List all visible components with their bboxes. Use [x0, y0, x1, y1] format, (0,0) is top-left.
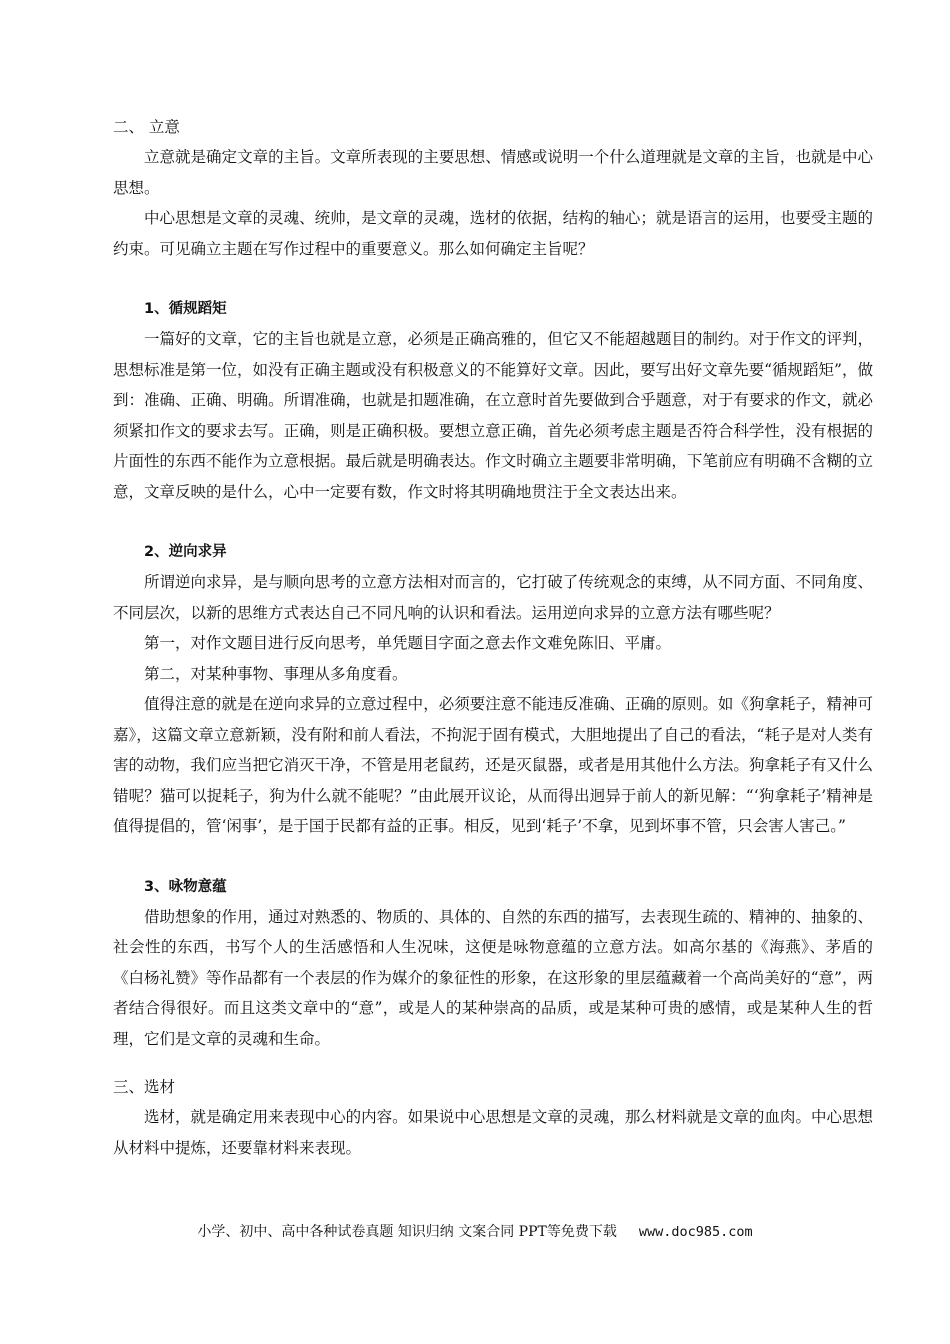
spacer — [113, 264, 873, 294]
paragraph: 所谓逆向求异，是与顺向思考的立意方法相对而言的，它打破了传统观念的束缚，从不同方面、不同角度、不同层次，以新的思维方式表达自己不同凡响的认识和看法。运用逆向求异的立意方法有哪些呢？ — [113, 573, 873, 622]
paragraph: 一篇好的文章，它的主旨也就是立意，必须是正确高雅的，但它又不能超越题目的制约。对于作文的评判，思想标准是第一位，如没有正确主题或没有积极意义的不能算好文章。因此，要写出好文章先要“循规蹈矩”，做到：准确、正确、明确。所谓准确，也就是扣题准确，在立意时首先要做到合乎题意，对于有要求的作文，就必须紧扣作文的要求去写。正确，则是正确积极。要想立意正确，首先必须考虑主题是否符合科学性，没有根据的片面性的东西不能作为立意根据。最后就是明确表达。作文时确立主题要非常明确，下笔前应有明确不含糊的立意，文章反映的是什么，心中一定要有数，作文时将其明确地贯注于全文表达出来。 — [113, 330, 873, 501]
spacer — [113, 1054, 873, 1072]
paragraph: 选材，就是确定用来表现中心的内容。如果说中心思想是文章的灵魂，那么材料就是文章的血肉。中心思想从材料中提炼，还要靠材料来表现。 — [113, 1108, 873, 1157]
footer-url[interactable]: www.doc985.com — [638, 1224, 753, 1240]
subheading-xungui-daoju: 1、循规蹈矩 — [144, 301, 227, 317]
paragraph: 借助想象的作用，通过对熟悉的、物质的、具体的、自然的东西的描写，去表现生疏的、精神的、抽象的、社会性的东西，书写个人的生活感悟和人生况味，这便是咏物意蕴的立意方法。如高尔基的《海燕》、茅盾的《白杨礼赞》等作品都有一个表层的作为媒介的象征性的形象，在这形象的里层蕴藏着一个高尚美好的“意”，两者结合得很好。而且这类文章中的“意”，或是人的某种崇高的品质，或是某种可贵的感情，或是某种人生的哲理，它们是文章的灵魂和生命。 — [113, 907, 873, 1048]
paragraph: 立意就是确定文章的主旨。文章所表现的主要思想、情感或说明一个什么道理就是文章的主旨，也就是中心思想。 — [113, 148, 873, 197]
footer-text: 小学、初中、高中各种试卷真题 知识归纳 文案合同 PPT等免费下载 — [197, 1224, 617, 1240]
document-body — [113, 112, 873, 1163]
spacer — [113, 507, 873, 537]
subheading-nixiang-qiuyi: 2、逆向求异 — [144, 544, 227, 560]
section-heading-liyi: 二、 立意 — [113, 118, 180, 136]
page-footer — [0, 1220, 950, 1244]
spacer — [113, 842, 873, 872]
paragraph: 值得注意的就是在逆向求异的立意过程中，必须要注意不能违反准确、正确的原则。如《狗拿耗子，精神可嘉》，这篇文章立意新颖，没有附和前人看法，不拘泥于固有模式，大胆地提出了自己的看法，“耗子是对人类有害的动物，我们应当把它消灭干净，不管是用老鼠药，还是灭鼠器，或者是用其他什么方法。狗拿耗子有又什么错呢？猫可以捉耗子，狗为什么就不能呢？”由此展开议论，从而得出迥异于前人的新见解：“‘狗拿耗子’精神是值得提倡的，管‘闲事’，是于国于民都有益的正事。相反，见到‘耗子’不拿，见到坏事不管，只会害人害己。” — [113, 695, 873, 835]
section-heading-xuancai: 三、选材 — [113, 1078, 176, 1096]
paragraph: 中心思想是文章的灵魂、统帅，是文章的灵魂，选材的依据，结构的轴心；就是语言的运用，也要受主题的约束。可见确立主题在写作过程中的重要意义。那么如何确定主旨呢？ — [113, 209, 873, 258]
subheading-yongwu-yiyun: 3、咏物意蕴 — [144, 878, 227, 895]
paragraph: 第二，对某种事物、事理从多角度看。 — [144, 664, 408, 683]
paragraph: 第一，对作文题目进行反向思考，单凭题目字面之意去作文难免陈旧、平庸。 — [144, 634, 672, 652]
